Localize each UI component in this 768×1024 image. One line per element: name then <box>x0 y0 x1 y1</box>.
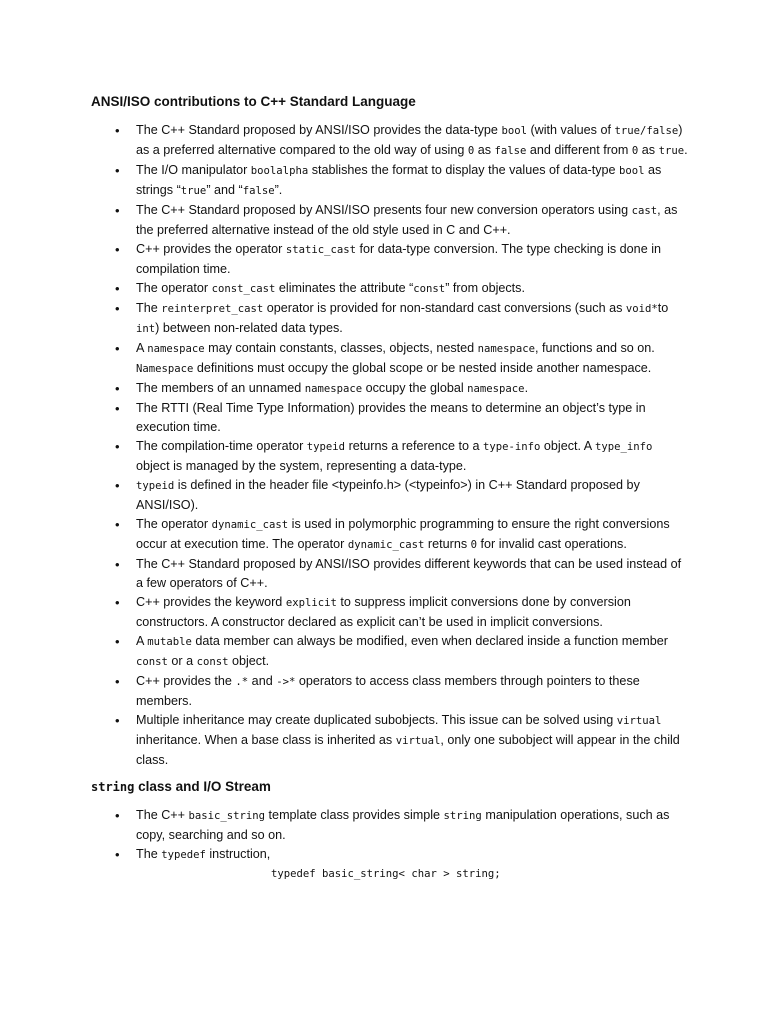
inline-code: const_cast <box>211 283 276 295</box>
inline-code: true <box>180 185 207 197</box>
list-item <box>91 672 688 711</box>
text-segment: returns a reference to a <box>345 439 483 453</box>
text-segment: may contain constants, classes, objects, nested <box>204 341 478 355</box>
inline-code: namespace <box>467 383 525 395</box>
bullet-icon: • <box>115 808 120 823</box>
text-segment: . <box>684 143 688 157</box>
section-heading-string-class <box>91 779 688 794</box>
list-item <box>91 476 688 515</box>
text-segment: The C++ <box>136 808 189 822</box>
text-segment: manipulation operations, such as copy, searching and so on. <box>136 808 670 842</box>
text-segment: definitions must occupy the global scope or be nested inside another namespace. <box>193 361 652 375</box>
text-segment: stablishes the format to display the values of data-type <box>308 163 620 177</box>
text-segment: data member can always be modified, even when declared inside a function member <box>191 634 668 648</box>
inline-code: namespace <box>477 343 536 355</box>
inline-code: virtual <box>616 715 662 727</box>
inline-code: true/false <box>614 125 679 137</box>
text-segment: and different from <box>526 143 632 157</box>
inline-code: mutable <box>147 636 192 648</box>
list-item <box>91 299 688 339</box>
inline-code: typeid <box>136 480 175 492</box>
list-item <box>91 201 688 240</box>
heading-code-string: string <box>91 780 135 794</box>
text-segment: instruction, <box>205 847 271 861</box>
inline-code: cast <box>631 205 658 217</box>
inline-code: namespace <box>304 383 363 395</box>
text-segment: ) as a preferred alternative compared to the old way of using <box>136 123 683 157</box>
text-segment: The <box>136 301 162 315</box>
bullet-icon: • <box>115 381 120 396</box>
text-segment: to <box>657 301 669 315</box>
inline-code: const <box>136 656 168 668</box>
text-segment: inheritance. When a base class is inherited as <box>136 733 396 747</box>
inline-code: 0 <box>631 145 639 157</box>
list-item <box>91 632 688 672</box>
bullet-icon: • <box>115 517 120 532</box>
text-segment: The <box>136 847 162 861</box>
text-segment: C++ provides the keyword <box>136 595 286 609</box>
text-segment: The members of an unnamed <box>136 381 305 395</box>
text-segment: for data-type conversion. The type checking is done in compilation time. <box>136 242 661 276</box>
inline-code: int <box>136 323 156 335</box>
list-item <box>91 515 688 555</box>
list-item <box>91 279 688 299</box>
text-segment: The C++ Standard proposed by ANSI/ISO provides the data-type <box>136 123 502 137</box>
text-segment: is defined in the header file <typeinfo.h> (<typeinfo>) in C++ Standard proposed by ANSI/ISO). <box>136 478 640 512</box>
text-segment: , functions and so on. <box>535 341 655 355</box>
list-item <box>91 806 688 845</box>
list-item <box>91 399 688 437</box>
text-segment: A <box>136 341 148 355</box>
inline-code: void* <box>625 303 658 315</box>
text-segment: The C++ Standard proposed by ANSI/ISO provides different keywords that can be used instead of a few operators of C++. <box>136 557 682 590</box>
text-segment: , only one subobject will appear in the child class. <box>136 733 680 767</box>
text-segment: The compilation-time operator <box>136 439 307 453</box>
inline-code: bool <box>501 125 527 137</box>
text-segment: ) between non-related data types. <box>155 321 343 335</box>
text-segment: object is managed by the system, representing a data-type. <box>136 459 467 473</box>
inline-code: false <box>494 145 527 157</box>
inline-code: type-info <box>482 441 541 453</box>
text-segment: occupy the global <box>362 381 468 395</box>
text-segment: returns <box>424 537 471 551</box>
text-segment: as <box>474 143 495 157</box>
text-segment: object. <box>228 654 270 668</box>
text-segment: operator is provided for non-standard cast conversions (such as <box>263 301 626 315</box>
list-item <box>91 437 688 476</box>
bullet-icon: • <box>115 847 120 862</box>
inline-code: true <box>658 145 685 157</box>
bullet-icon: • <box>115 163 120 178</box>
text-segment: is used in polymorphic programming to ensure the right conversions occur at execution time. The operator <box>136 517 670 551</box>
inline-code: namespace <box>147 343 205 355</box>
text-segment: The I/O manipulator <box>136 163 251 177</box>
bullet-icon: • <box>115 401 120 416</box>
bullet-icon: • <box>115 595 120 610</box>
inline-code: bool <box>619 165 645 177</box>
inline-code: virtual <box>395 735 441 747</box>
text-segment: and <box>248 674 277 688</box>
inline-code: typeid <box>306 441 346 453</box>
bullet-list-string-class <box>91 806 688 865</box>
inline-code: basic_string <box>188 810 266 822</box>
bullet-icon: • <box>115 439 120 454</box>
list-item <box>91 555 688 593</box>
bullet-icon: • <box>115 478 120 493</box>
text-segment: The operator <box>136 517 212 531</box>
bullet-icon: • <box>115 634 120 649</box>
inline-code: ->* <box>276 676 296 688</box>
text-segment: to suppress implicit conversions done by conversion constructors. A constructor declared as explicit can’t be used in implicit conversions. <box>136 595 631 629</box>
list-item <box>91 593 688 632</box>
text-segment: eliminates the attribute “ <box>275 281 414 295</box>
inline-code: explicit <box>285 597 337 609</box>
text-segment: or a <box>167 654 197 668</box>
text-segment: ” and “ <box>206 183 243 197</box>
text-segment: C++ provides the <box>136 674 236 688</box>
text-segment: , as the preferred alternative instead of the old style used in C and C++. <box>136 203 678 237</box>
section-heading-ansi-iso: ANSI/ISO contributions to C++ Standard Language <box>91 94 416 109</box>
inline-code: const <box>413 283 446 295</box>
list-item <box>91 711 688 770</box>
bullet-icon: • <box>115 557 120 572</box>
bullet-icon: • <box>115 301 120 316</box>
inline-code: string <box>443 810 482 822</box>
inline-code: reinterpret_cast <box>161 303 264 315</box>
code-line-typedef: typedef basic_string< char > string; <box>271 868 501 880</box>
inline-code: typedef <box>161 849 206 861</box>
text-segment: The operator <box>136 281 212 295</box>
bullet-icon: • <box>115 123 120 138</box>
inline-code: static_cast <box>285 244 356 256</box>
text-segment: ”. <box>274 183 283 197</box>
inline-code: false <box>242 185 275 197</box>
bullet-icon: • <box>115 341 120 356</box>
text-segment: The RTTI (Real Time Type Information) provides the means to determine an object’s type in execution time. <box>136 401 646 434</box>
inline-code: type_info <box>595 441 653 453</box>
text-segment: C++ provides the operator <box>136 242 286 256</box>
bullet-icon: • <box>115 203 120 218</box>
inline-code: dynamic_cast <box>347 539 425 551</box>
inline-code: 0 <box>467 145 475 157</box>
bullet-icon: • <box>115 281 120 296</box>
list-item <box>91 339 688 379</box>
list-item <box>91 845 688 865</box>
bullet-icon: • <box>115 674 120 689</box>
inline-code: const <box>196 656 229 668</box>
inline-code: Namespace <box>136 363 194 375</box>
inline-code: .* <box>235 676 249 688</box>
text-segment: object. A <box>540 439 596 453</box>
text-segment: The C++ Standard proposed by ANSI/ISO presents four new conversion operators using <box>136 203 632 217</box>
text-segment: (with values of <box>526 123 615 137</box>
text-segment: as strings “ <box>136 163 662 197</box>
list-item <box>91 379 688 399</box>
list-item <box>91 121 688 161</box>
text-segment: template class provides simple <box>265 808 444 822</box>
text-segment: ” from objects. <box>445 281 525 295</box>
inline-code: boolalpha <box>250 165 309 177</box>
inline-code: 0 <box>470 539 478 551</box>
text-segment: operators to access class members through pointers to these members. <box>136 674 640 708</box>
list-item <box>91 161 688 201</box>
text-segment: Multiple inheritance may create duplicated subobjects. This issue can be solved using <box>136 713 617 727</box>
list-item <box>91 240 688 279</box>
bullet-icon: • <box>115 713 120 728</box>
text-segment: as <box>638 143 659 157</box>
text-segment: A <box>136 634 148 648</box>
bullet-icon: • <box>115 242 120 257</box>
text-segment: . <box>524 381 529 395</box>
inline-code: dynamic_cast <box>211 519 289 531</box>
text-segment: for invalid cast operations. <box>477 537 627 551</box>
heading-text: class and I/O Stream <box>134 779 271 794</box>
bullet-list-ansi-iso <box>91 121 688 770</box>
